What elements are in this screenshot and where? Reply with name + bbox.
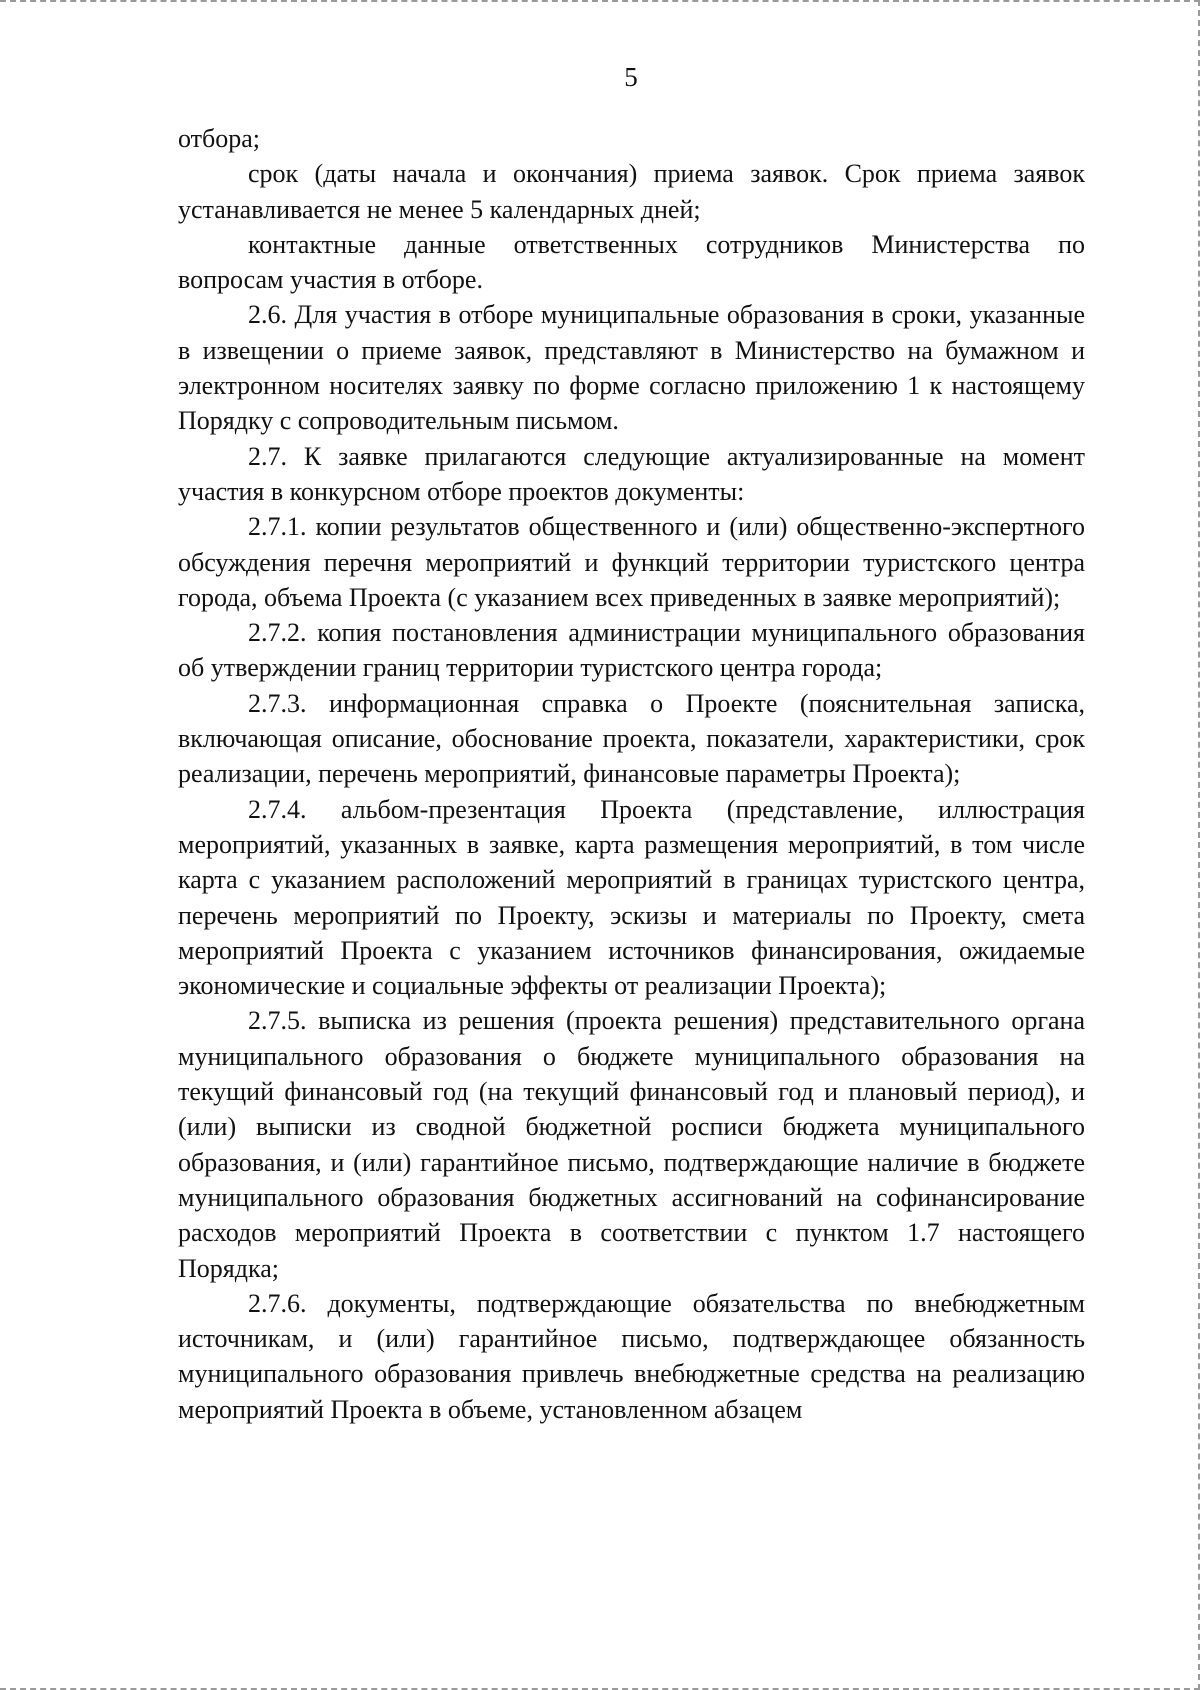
- paragraph-2-7: 2.7. К заявке прилагаются следующие актуализированные на момент участия в конкурсном отборе проектов документы:: [178, 441, 1085, 506]
- paragraph-2-6: 2.6. Для участия в отборе муниципальные образования в сроки, указанные в извещении о приеме заявок, представляют в Министерство на бумажном и электронном носителях заявку по форме согласно приложению 1 к настоящему Порядку с сопроводительным письмом.: [178, 300, 1085, 436]
- paragraph-contacts: контактные данные ответственных сотрудников Министерства по вопросам участия в отборе.: [178, 229, 1085, 295]
- paragraph-continuation: отбора;: [178, 124, 261, 153]
- paragraph-2-7-2: 2.7.2. копия постановления администрации муниципального образования об утверждении границ территории туристского центра города;: [178, 618, 1085, 683]
- paragraph-2-7-5: 2.7.5. выписка из решения (проекта решения) представительного органа муниципального образования о бюджете муниципального образования на текущий финансовый год (на текущий финансовый год и плановый период), и (или) выписки из сводной бюджетной росписи бюджета муниципального образования, и (или) гарантийное письмо, подтверждающие наличие в бюджете муниципального образования бюджетных ассигнований на софинансирование расходов мероприятий Проекта в соответствии с пунктом 1.7 настоящего Порядка;: [178, 1006, 1085, 1283]
- paragraph-2-7-3: 2.7.3. информационная справка о Проекте (пояснительная записка, включающая описание, обоснование проекта, показатели, характеристики, срок реализации, перечень мероприятий, финансовые параметры Проекта);: [178, 688, 1085, 789]
- document-body: [178, 121, 1085, 1427]
- paragraph-2-7-6: 2.7.6. документы, подтверждающие обязательства по внебюджетным источникам, и (или) гарантийное письмо, подтверждающее обязанность муниципального образования привлечь внебюджетные средства на реализацию мероприятий Проекта в объеме, установленном абзацем: [178, 1288, 1085, 1424]
- paragraph-2-7-1: 2.7.1. копии результатов общественного и (или) общественно-экспертного обсуждения перечня мероприятий и функций территории туристского центра города, объема Проекта (с указанием всех приведенных в заявке мероприятий);: [178, 512, 1085, 612]
- paragraph-deadline: срок (даты начала и окончания) приема заявок. Срок приема заявок устанавливается не менее 5 календарных дней;: [178, 159, 1085, 224]
- page-number: 5: [624, 62, 638, 92]
- paragraph-2-7-4: 2.7.4. альбом-презентация Проекта (представление, иллюстрация мероприятий, указанных в заявке, карта размещения мероприятий, в том числе карта с указанием расположений мероприятий в границах туристского центра, перечень мероприятий по Проекту, эскизы и материалы по Проекту, смета мероприятий Проекта с указанием источников финансирования, ожидаемые экономические и социальные эффекты от реализации Проекта);: [178, 794, 1085, 1001]
